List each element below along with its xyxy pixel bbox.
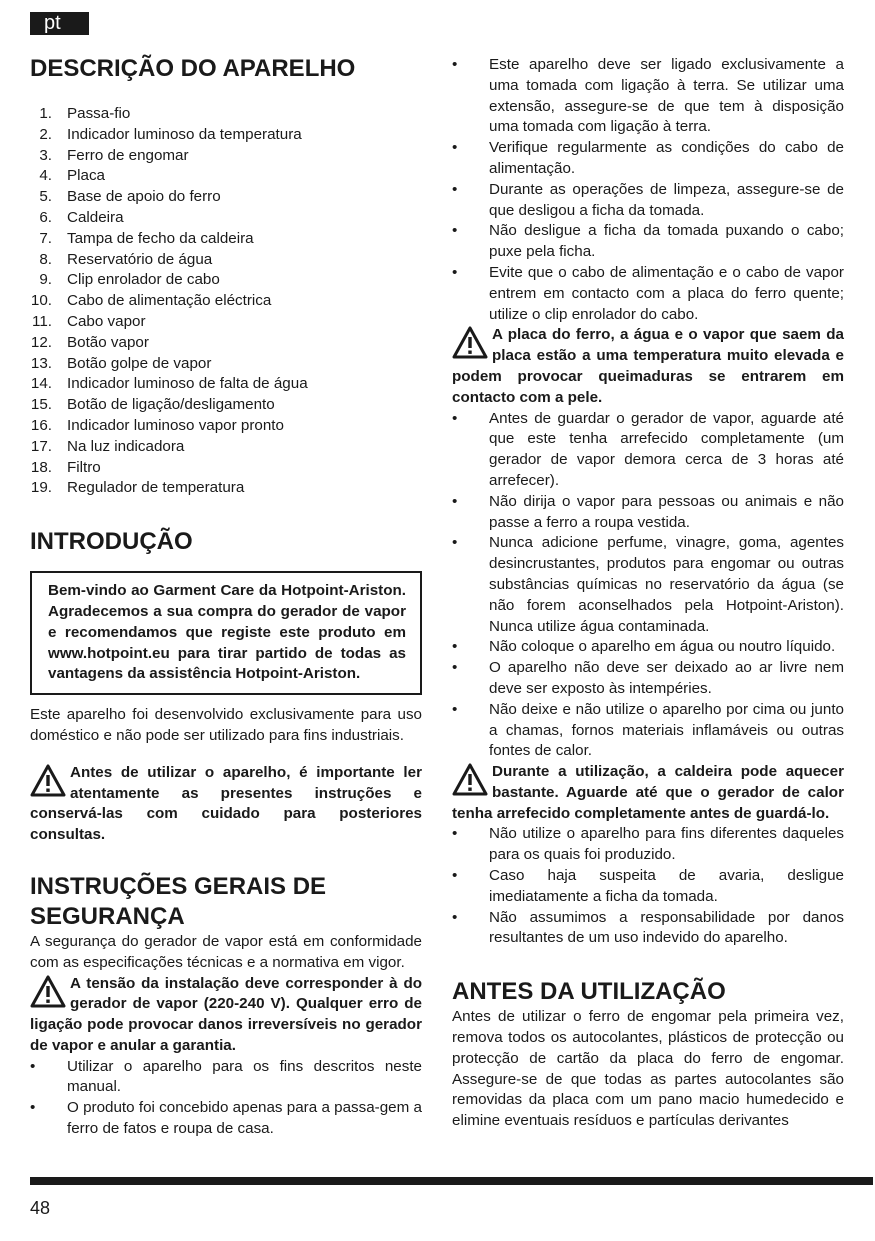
list-item-number: 13. xyxy=(30,354,52,372)
footer-rule xyxy=(30,1177,873,1185)
list-item-number: 3. xyxy=(39,146,52,164)
list-item-number: 8. xyxy=(39,250,52,268)
safety-bullets-a xyxy=(452,55,844,325)
list-item xyxy=(30,374,422,395)
list-item-number: 17. xyxy=(30,437,52,455)
bullet-item: • Não assumimos a responsabilidade por danos resultantes de um uso indevido do aparelho. xyxy=(452,908,844,950)
list-item-text: Botão golpe de vapor xyxy=(67,354,212,372)
list-item xyxy=(30,187,422,208)
list-item-number: 7. xyxy=(39,229,52,247)
bullet-item: • Durante as operações de limpeza, assegure-se de que desligou a ficha da tomada. xyxy=(452,180,844,222)
section-title-seguranca: INSTRUÇÕES GERAIS DE SEGURANÇA xyxy=(30,872,327,930)
list-item-text: Regulador de temperatura xyxy=(67,479,245,497)
list-item xyxy=(30,312,422,333)
bullet-item: • Não coloque o aparelho em água ou noutro líquido. xyxy=(452,637,844,658)
list-item-text: Indicador luminoso vapor pronto xyxy=(67,416,284,434)
list-item xyxy=(30,146,422,167)
list-item-text: Tampa de fecho da caldeira xyxy=(67,229,254,247)
list-item xyxy=(30,291,422,312)
list-item-text: Clip enrolador de cabo xyxy=(67,271,220,289)
bullet-item: • Antes de guardar o gerador de vapor, aguarde até que este tenha arrefecido completamente (um gerador de vapor demora cerca de 3 horas até arrefecer). xyxy=(452,409,844,492)
boiler-warning xyxy=(452,762,844,824)
list-item xyxy=(30,270,422,291)
list-item-text: Caldeira xyxy=(67,208,124,226)
list-item-number: 14. xyxy=(30,375,52,393)
hot-plate-warning-text: A placa do ferro, a água e o vapor que saem da placa estão a uma temperatura muito elevada e podem provocar queimaduras se entrarem em contacto com a pele. xyxy=(452,326,844,406)
list-item-text: Botão vapor xyxy=(67,333,149,351)
warning-icon xyxy=(452,326,488,359)
bullet-item: • Não desligue a ficha da tomada puxando o cabo; puxe pela ficha. xyxy=(452,221,844,263)
list-item xyxy=(30,478,422,499)
list-item-text: Passa-fio xyxy=(67,105,131,122)
boiler-warning-text: Durante a utilização, a caldeira pode aquecer bastante. Aguarde até que o gerador de calor tenha arrefecido completamente antes de guardá-lo. xyxy=(452,763,844,822)
list-item-text: Filtro xyxy=(67,458,101,476)
list-item-text: Indicador luminoso de falta de água xyxy=(67,375,308,393)
before-use-paragraph: Antes de utilizar o ferro de engomar pela primeira vez, remova todos os autocolantes, plásticos de protecção ou protecção de cartão da placa do ferro de engomar. Assegure-se de que todas as partes autocolantes são removidas da placa com um pano macio humedecido e elimine eventuais resíduos e partículas derivantes xyxy=(452,1008,844,1130)
voltage-warning xyxy=(30,974,422,1057)
list-item-number: 15. xyxy=(30,396,52,414)
hot-plate-warning xyxy=(452,325,844,408)
bullet-item: • Utilizar o aparelho para os fins descritos neste manual. xyxy=(30,1057,422,1099)
bullet-item: • Não deixe e não utilize o aparelho por cima ou junto a chamas, fornos materiais inflamáveis ou outras fontes de calor. xyxy=(452,700,844,762)
list-item-text: Cabo vapor xyxy=(67,312,146,330)
list-item xyxy=(30,416,422,437)
bullet-item: • Nunca adicione perfume, vinagre, goma, agentes desincrustantes, produtos para engomar ou outras substâncias químicas no reservatório da água (se não forem aconselhados pela Hotpoint-Ariston). Nunca utilize água contaminada. xyxy=(452,533,844,637)
left-column xyxy=(30,50,422,1140)
list-item xyxy=(30,354,422,375)
list-item-text: Indicador luminoso da temperatura xyxy=(67,125,302,143)
list-item xyxy=(30,104,422,125)
warning-icon xyxy=(30,975,66,1008)
list-item-number: 11. xyxy=(32,312,52,330)
list-item-number: 18. xyxy=(30,458,52,476)
welcome-box: Bem-vindo ao Garment Care da Hotpoint-Ariston. Agradecemos a sua compra do gerador de vapor e recomendamos que registe este produto em www.hotpoint.eu para tirar partido de todas as vantagens da assistência Hotpoint-Ariston. xyxy=(30,571,422,695)
list-item-number: 10. xyxy=(30,292,52,310)
list-item-number: 6. xyxy=(39,208,52,226)
bullet-item: • Este aparelho deve ser ligado exclusivamente a uma tomada com ligação à terra. Se utilizar uma extensão, assegure-se de que tem à disposição uma tomada com ligação à terra. xyxy=(452,55,844,138)
list-item-number: 4. xyxy=(39,167,52,185)
section-title-antes: ANTES DA UTILIZAÇÃO xyxy=(452,978,726,1006)
intro-warning xyxy=(30,763,422,846)
list-item-text: Ferro de engomar xyxy=(67,146,189,164)
list-item-text: Base de apoio do ferro xyxy=(67,188,221,206)
bullet-item: • Caso haja suspeita de avaria, desligue imediatamente a ficha da tomada. xyxy=(452,866,844,908)
list-item-number: 2. xyxy=(39,125,52,143)
bullet-item: • O produto foi concebido apenas para a passa-gem a ferro de fatos e roupa de casa. xyxy=(30,1098,422,1140)
list-item-number: 1. xyxy=(39,105,52,122)
intro-warning-text: Antes de utilizar o aparelho, é importante ler atentamente as presentes instruções e conservá-las com cuidado para posteriores consultas. xyxy=(30,763,422,844)
list-item xyxy=(30,458,422,479)
right-column xyxy=(452,55,844,1132)
intro-paragraph: Este aparelho foi desenvolvido exclusivamente para uso doméstico e não pode ser utilizado para fins industriais. xyxy=(30,706,422,744)
list-item xyxy=(30,437,422,458)
list-item-text: Botão de ligação/desligamento xyxy=(67,396,275,414)
safety-bullets xyxy=(30,1057,422,1140)
list-item-number: 9. xyxy=(39,271,52,289)
section-title-introducao: INTRODUÇÃO xyxy=(30,528,193,556)
list-item-text: Placa xyxy=(67,167,105,185)
list-item xyxy=(30,395,422,416)
page-number: 48 xyxy=(30,1198,51,1218)
list-item-number: 19. xyxy=(30,479,52,497)
safety-bullets-c xyxy=(452,824,844,949)
bullet-item: • Não utilize o aparelho para fins diferentes daqueles para os quais foi produzido. xyxy=(452,824,844,866)
safety-paragraph: A segurança do gerador de vapor está em conformidade com as especificações técnicas e a normativa em vigor. xyxy=(30,932,422,971)
bullet-item: • O aparelho não deve ser deixado ao ar livre nem deve ser exposto às intempéries. xyxy=(452,658,844,700)
list-item-number: 12. xyxy=(30,333,52,351)
list-item-number: 5. xyxy=(39,188,52,206)
bullet-item: • Verifique regularmente as condições do cabo de alimentação. xyxy=(452,138,844,180)
voltage-warning-text: A tensão da instalação deve corresponder à do gerador de vapor (220-240 V). Qualquer erro de ligação pode provocar danos irreversíveis no gerador de vapor e anular a garantia. xyxy=(30,974,422,1054)
list-item xyxy=(30,250,422,271)
warning-icon xyxy=(30,764,66,797)
list-item-text: Cabo de alimentação eléctrica xyxy=(67,292,272,310)
bullet-item: • Não dirija o vapor para pessoas ou animais e não passe a ferro a roupa vestida. xyxy=(452,492,844,534)
language-tab: pt xyxy=(30,12,89,35)
list-item xyxy=(30,333,422,354)
list-item-text: Reservatório de água xyxy=(67,250,213,268)
safety-bullets-b xyxy=(452,409,844,763)
list-item xyxy=(30,229,422,250)
list-item-text: Na luz indicadora xyxy=(67,437,185,455)
list-item xyxy=(30,125,422,146)
bullet-item: • Evite que o cabo de alimentação e o cabo de vapor entrem em contacto com a placa do ferro quente; utilize o clip enrolador do cabo. xyxy=(452,263,844,325)
section-title-descricao: DESCRIÇÃO DO APARELHO xyxy=(30,55,356,82)
parts-list xyxy=(30,104,422,499)
list-item xyxy=(30,208,422,229)
list-item-number: 16. xyxy=(30,416,52,434)
list-item xyxy=(30,166,422,187)
warning-icon xyxy=(452,763,488,796)
